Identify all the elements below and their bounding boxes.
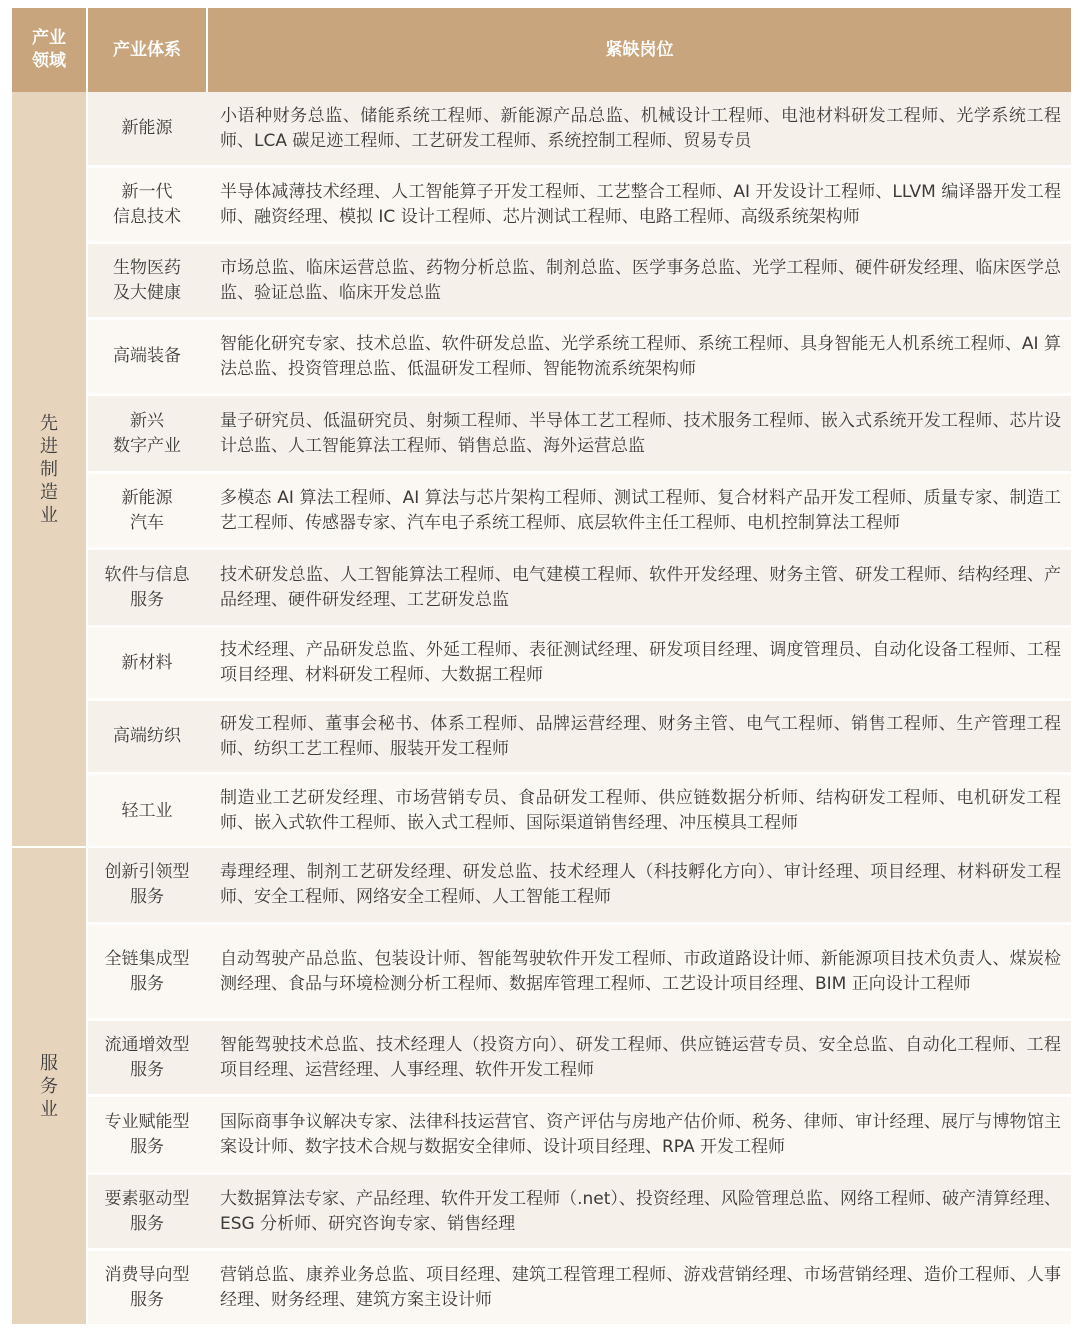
domain-label: 服务业 [40,1052,58,1120]
jobs-text: 多模态 AI 算法工程师、AI 算法与芯片架构工程师、测试工程师、复合材料产品开发工程师、质量专家、制造工艺工程师、传感器专家、汽车电子系统工程师、底层软件主任工程师、电机控制算法工程师 [220,487,1061,533]
table-row [88,628,1071,698]
jobs-cell [208,1175,1071,1248]
jobs-cell [208,244,1071,317]
jobs-text: 研发工程师、董事会秘书、体系工程师、品牌运营经理、财务主管、电气工程师、销售工程师、生产管理工程师、纺织工艺工程师、服装开发工程师 [220,713,1061,759]
domain-services [12,848,86,1324]
jobs-cell [208,168,1071,241]
industry-cell: 轻工业 [121,800,173,821]
jobs-text: 大数据算法专家、产品经理、软件开发工程师（.net）、投资经理、风险管理总监、网络工程师、破产清算经理、ESG 分析师、研究咨询专家、销售经理 [220,1188,1061,1234]
industry-cell: 新兴 数字产业 [113,410,181,456]
industry-cell: 新能源 [121,118,173,138]
jobs-text: 国际商事争议解决专家、法律科技运营官、资产评估与房地产估价师、税务、律师、审计经理、展厅与博物馆主案设计师、数字技术合规与数据安全律师、设计项目经理、RPA 开发工程师 [220,1111,1061,1157]
industry-cell: 创新引领型 服务 [104,862,190,907]
table-row [88,775,1071,847]
jobs-cell [208,701,1071,772]
jobs-text: 智能化研究专家、技术总监、软件研发总监、光学系统工程师、系统工程师、具身智能无人机系统工程师、AI 算法总监、投资管理总监、低温研发工程师、智能物流系统架构师 [220,333,1061,379]
table-row [88,1021,1071,1094]
industry-cell: 全链集成型 服务 [104,948,190,994]
domain-label: 先进制造业 [40,413,58,526]
jobs-cell [208,92,1071,165]
industry-cell: 新一代 信息技术 [113,181,181,227]
jobs-text: 制造业工艺研发经理、市场营销专员、食品研发工程师、供应链数据分析师、结构研发工程师、电机研发工程师、嵌入式软件工程师、嵌入式工程师、国际渠道销售经理、冲压模具工程师 [220,788,1061,833]
jobs-cell [208,320,1071,393]
industry-cell: 软件与信息 服务 [104,564,190,610]
jobs-cell [208,775,1071,847]
jobs-cell [208,396,1071,471]
industry-cell: 新材料 [121,652,173,673]
industry-cell: 新能源 汽车 [121,487,173,533]
jobs-text: 营销总监、康养业务总监、项目经理、建筑工程管理工程师、游戏营销经理、市场营销经理、造价工程师、人事经理、财务经理、建筑方案主设计师 [220,1264,1061,1310]
table-row [88,474,1071,547]
jobs-cell [208,1251,1071,1324]
jobs-text: 技术经理、产品研发总监、外延工程师、表征测试经理、研发项目经理、调度管理员、自动化设备工程师、工程项目经理、材料研发工程师、大数据工程师 [220,640,1061,685]
industry-cell: 生物医药 及大健康 [113,257,181,303]
jobs-text: 半导体减薄技术经理、人工智能算子开发工程师、工艺整合工程师、AI 开发设计工程师、LLVM 编译器开发工程师、融资经理、模拟 IC 设计工程师、芯片测试工程师、电路工程师、高级系统架构师 [220,181,1061,227]
jobs-text: 量子研究员、低温研究员、射频工程师、半导体工艺工程师、技术服务工程师、嵌入式系统开发工程师、芯片设计总监、人工智能算法工程师、销售总监、海外运营总监 [220,410,1061,456]
table-row [88,396,1071,471]
table-header [12,8,1071,92]
jobs-cell [208,474,1071,547]
table-row [88,168,1071,241]
table-row [88,1097,1071,1172]
header-industry: 产业体系 [113,39,181,60]
table-row [88,925,1071,1018]
header-jobs: 紧缺岗位 [605,39,674,60]
jobs-text: 自动驾驶产品总监、包装设计师、智能驾驶软件开发工程师、市政道路设计师、新能源项目技术负责人、煤炭检测经理、食品与环境检测分析工程师、数据库管理工程师、工艺设计项目经理、BIM 正向设计工程师 [220,948,1061,994]
jobs-cell [208,1021,1071,1094]
table-row [88,1251,1071,1324]
domain-manufacturing [12,92,86,847]
table-row [88,701,1071,772]
industry-cell: 要素驱动型 服务 [104,1188,190,1234]
table-row [88,848,1071,922]
jobs-cell [208,628,1071,698]
jobs-cell [208,925,1071,1018]
industry-cell: 高端装备 [113,346,181,366]
jobs-text: 技术研发总监、人工智能算法工程师、电气建模工程师、软件开发经理、财务主管、研发工程师、结构经理、产品经理、硬件研发经理、工艺研发总监 [220,564,1061,610]
jobs-cell [208,1097,1071,1172]
industry-cell: 高端纺织 [113,726,181,746]
industry-cell: 流通增效型 服务 [104,1034,190,1080]
jobs-cell [208,550,1071,625]
header-domain: 产业 领域 [32,28,66,71]
jobs-text: 毒理经理、制剂工艺研发经理、研发总监、技术经理人（科技孵化方向）、审计经理、项目经理、材料研发工程师、安全工程师、网络安全工程师、人工智能工程师 [220,862,1061,907]
industry-cell: 消费导向型 服务 [104,1264,190,1310]
table-row [88,244,1071,317]
table-row [88,550,1071,625]
jobs-text: 市场总监、临床运营总监、药物分析总监、制剂总监、医学事务总监、光学工程师、硬件研发经理、临床医学总监、验证总监、临床开发总监 [220,257,1061,303]
table-row [88,92,1071,165]
jobs-cell [208,848,1071,922]
industry-cell: 专业赋能型 服务 [104,1111,190,1157]
jobs-text: 智能驾驶技术总监、技术经理人（投资方向）、研发工程师、供应链运营专员、安全总监、自动化工程师、工程项目经理、运营经理、人事经理、软件开发工程师 [220,1034,1061,1080]
jobs-text: 小语种财务总监、储能系统工程师、新能源产品总监、机械设计工程师、电池材料研发工程师、光学系统工程师、LCA 碳足迹工程师、工艺研发工程师、系统控制工程师、贸易专员 [220,105,1061,151]
table-row [88,320,1071,393]
table-row [88,1175,1071,1248]
